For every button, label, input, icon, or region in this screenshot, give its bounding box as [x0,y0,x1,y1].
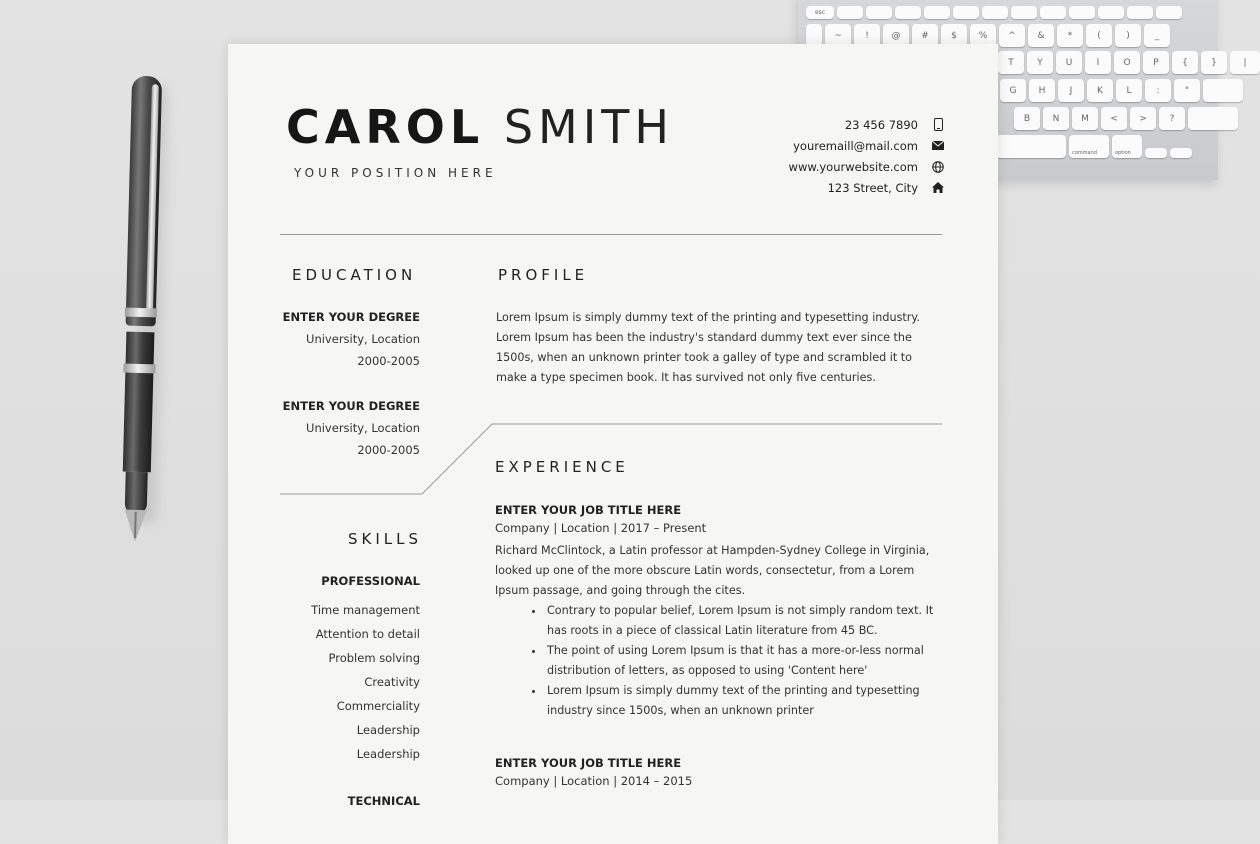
key-shift [1188,107,1238,130]
education-heading: EDUCATION [292,266,417,284]
skills-list [280,574,420,818]
skill-item: Problem solving [328,651,420,665]
contact-phone: 23 456 7890 [844,117,918,132]
contact-email: youremaill@mail.com [793,138,918,153]
phone-icon [932,119,944,131]
key-f6 [982,6,1008,19]
key-greater-than: > [1130,107,1156,130]
key: # [912,24,938,47]
key-f1 [837,6,863,19]
job-bullet: • Contrary to popular belief, Lorem Ipsum is not simply random text. It has roots in a piece of classical Latin literature from 45 BC. [545,601,943,641]
experience-entry [495,756,943,788]
key-esc: esc [806,6,834,19]
key: % [970,24,996,47]
education-degree: ENTER YOUR DEGREE [282,399,420,413]
key-option: option [1112,135,1142,158]
key-f3 [895,6,921,19]
key: _ [1144,24,1170,47]
fountain-pen [112,69,173,550]
key-f5 [953,6,979,19]
keyboard-row-function [806,6,1182,19]
job-title: ENTER YOUR JOB TITLE HERE [495,756,682,770]
job-bullet: • Lorem Ipsum is simply dummy text of the printing and typesetting industry since 1500s, when an unknown printer [545,681,943,721]
key: ! [854,24,880,47]
key-colon: : [1145,79,1171,102]
key-b: B [1014,107,1040,130]
skill-item: Attention to detail [315,627,420,641]
skills-heading: SKILLS [348,530,423,548]
key-arrow-left [1145,148,1167,158]
skills-professional-label: PROFESSIONAL [321,574,420,588]
key-quote: " [1174,79,1200,102]
job-description: Richard McClintock, a Latin professor at Hampden-Sydney College in Virginia, looked up one of the more obscure Latin words, consectetur, from a Lorem Ipsum passage, and going through the cites. [495,544,930,597]
key-f7 [1011,6,1037,19]
profile-heading: PROFILE [498,266,589,284]
key-f4 [924,6,950,19]
key-m: M [1072,107,1098,130]
key-brace-open: { [1172,51,1198,74]
key-t: T [998,51,1024,74]
profile-section [496,308,944,388]
key-y: Y [1027,51,1053,74]
key-k: K [1087,79,1113,102]
key-f11 [1127,6,1153,19]
key-h: H [1029,79,1055,102]
skills-technical-label: TECHNICAL [347,794,420,808]
skill-item: Time management [311,603,420,617]
key-u: U [1056,51,1082,74]
pen-barrel [123,332,155,473]
home-icon [932,182,944,194]
contact-website: www.yourwebsite.com [788,159,918,174]
contact-phone-row [789,114,944,135]
keyboard-row-bottom-letters [1014,107,1238,130]
keyboard-row-home [1000,79,1243,102]
key-question: ? [1159,107,1185,130]
key-j: J [1058,79,1084,102]
job-meta: Company | Location | 2017 – Present [495,521,707,535]
key: @ [883,24,909,47]
keyboard-row-top-letters [998,51,1260,74]
job-bullet: • The point of using Lorem Ipsum is that it has a more-or-less normal distribution of letters, as opposed to using 'Content here' [545,641,943,681]
pen-ring-middle [123,364,155,374]
keyboard-row-modifiers [996,135,1192,158]
key-space [996,135,1066,158]
contact-website-row [789,156,944,177]
education-years: 2000-2005 [357,354,420,368]
envelope-icon [932,140,944,152]
key-f2 [866,6,892,19]
key-f10 [1098,6,1124,19]
key-o: O [1114,51,1140,74]
key: ( [1086,24,1112,47]
key-i: I [1085,51,1111,74]
experience-heading: EXPERIENCE [495,458,629,476]
education-location: University, Location [306,421,420,435]
skill-item: Leadership [356,747,420,761]
profile-text: Lorem Ipsum is simply dummy text of the printing and typesetting industry. Lorem Ipsum has been the industry's standard dummy text ever since the 1500s, when an unknown printer took a galley of type and scrambled it to make a type specimen book. It has survived not only five centuries. [496,311,920,384]
key-brace-close: } [1201,51,1227,74]
last-name: SMITH [503,100,674,154]
key: $ [941,24,967,47]
header-divider [280,234,942,235]
first-name: CAROL [286,100,485,154]
skill-item: Creativity [364,675,420,689]
key-l: L [1116,79,1142,102]
contact-email-row [789,135,944,156]
key: ) [1115,24,1141,47]
job-bullets [495,601,943,721]
skill-item: Commerciality [336,699,420,713]
key: * [1057,24,1083,47]
globe-icon [932,161,944,173]
pen-ring-top [125,308,157,318]
key-command: command [1069,135,1109,158]
skill-item: Leadership [356,723,420,737]
job-title: ENTER YOUR JOB TITLE HERE [495,503,682,517]
education-entry [280,310,420,368]
key-n: N [1043,107,1069,130]
education-entry [280,399,420,457]
key-less-than: < [1101,107,1127,130]
candidate-name [286,100,674,154]
key-return [1203,79,1243,102]
key-pipe: | [1230,51,1260,74]
education-location: University, Location [306,332,420,346]
key: & [1028,24,1054,47]
resume-page [228,44,998,844]
key-f9 [1069,6,1095,19]
key-arrow-down [1170,148,1192,158]
key-f8 [1040,6,1066,19]
experience-entry [495,503,943,721]
key-g: G [1000,79,1026,102]
key-p: P [1143,51,1169,74]
position-title: YOUR POSITION HERE [294,166,497,180]
education-degree: ENTER YOUR DEGREE [282,310,420,324]
contact-address: 123 Street, City [827,180,918,195]
education-years: 2000-2005 [357,443,420,457]
contact-block [789,114,944,198]
key-f12 [1156,6,1182,19]
pen-grip [125,472,148,515]
contact-address-row [789,177,944,198]
key: ^ [999,24,1025,47]
key: ~ [825,24,851,47]
job-meta: Company | Location | 2014 – 2015 [495,774,693,788]
